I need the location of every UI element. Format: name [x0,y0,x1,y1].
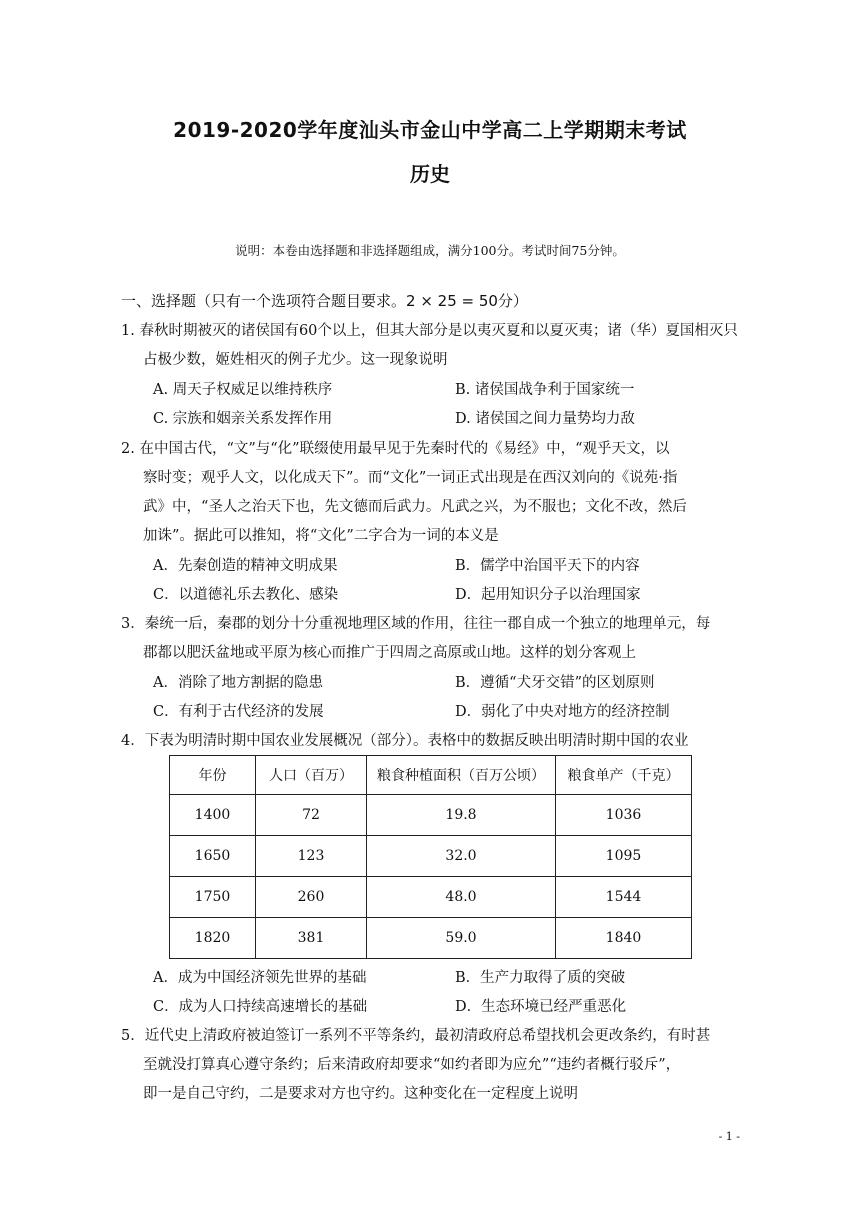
question-3-option-c: C．有利于古代经济的发展 [153,704,324,720]
table-cell: 48.0 [367,877,556,918]
table-cell: 32.0 [367,836,556,877]
table-row [170,877,692,918]
table-header-row [170,756,692,795]
table-cell: 1820 [170,918,256,959]
table-cell: 1036 [556,795,692,836]
question-1-option-b: B. 诸侯国战争利于国家统一 [455,382,635,398]
question-3-option-b: B．遵循“犬牙交错”的区划原则 [455,675,655,691]
table-cell: 1400 [170,795,256,836]
question-3-option-d: D．弱化了中央对地方的经济控制 [455,704,670,720]
table-row [170,918,692,959]
agriculture-data-table [169,755,692,959]
table-cell: 1750 [170,877,256,918]
table-cell: 260 [256,877,367,918]
table-cell: 59.0 [367,918,556,959]
question-1-option-a: A. 周天子权威足以维持秩序 [153,382,333,398]
question-3-line-1: 3．秦统一后，秦郡的划分十分重视地理区域的作用，往往一郡自成一个独立的地理单元，每 [121,616,711,632]
exam-title: 2019-2020学年度汕头市金山中学高二上学期期末考试 [173,118,687,142]
question-4-option-d: D．生态环境已经严重恶化 [455,999,627,1015]
question-3-option-a: A．消除了地方割据的隐患 [153,675,323,691]
page-number: - 1 - [718,1130,740,1143]
question-2-option-d: D．起用知识分子以治理国家 [455,587,641,603]
table-cell: 19.8 [367,795,556,836]
question-4-line-1: 4．下表为明清时期中国农业发展概况（部分）。表格中的数据反映出明清时期中国的农业 [121,733,689,749]
question-2-option-b: B．儒学中治国平天下的内容 [455,558,640,574]
question-5-line-2: 至就没打算真心遵守条约；后来清政府却要求“如约者即为应允”“违约者概行驳斥”， [143,1057,681,1073]
table-header-yield: 粮食单产（千克） [556,756,692,795]
question-2-line-4: 加诛”。据此可以推知，将“文化”二字合为一词的本义是 [143,528,499,544]
section-heading-choice: 一、选择题（只有一个选项符合题目要求。2 × 25 = 50分） [121,292,528,310]
question-1-line-1: 1. 春秋时期被灭的诸侯国有60个以上，但其大部分是以夷灭夏和以夏灭夷；诸（华）夏国相灭只 [121,323,738,339]
exam-subject: 历史 [410,162,450,186]
table-cell: 1095 [556,836,692,877]
table-cell: 1650 [170,836,256,877]
question-1-line-2: 占极少数，姬姓相灭的例子尤少。这一现象说明 [143,352,448,368]
question-4-option-c: C．成为人口持续高速增长的基础 [153,999,368,1015]
table-cell: 72 [256,795,367,836]
question-4-option-b: B．生产力取得了质的突破 [455,970,626,986]
exam-note: 说明：本卷由选择题和非选择题组成，满分100分。考试时间75分钟。 [235,243,625,258]
question-1-option-d: D. 诸侯国之间力量势均力敌 [455,411,635,427]
table-cell: 123 [256,836,367,877]
question-2-line-2: 察时变；观乎人文，以化成天下”。而“文化”一词正式出现是在西汉刘向的《说苑·指 [143,470,678,486]
table-header-population: 人口（百万） [256,756,367,795]
question-5-line-1: 5．近代史上清政府被迫签订一系列不平等条约，最初清政府总希望找机会更改条约，有时甚 [121,1028,711,1044]
table-cell: 1544 [556,877,692,918]
table-row [170,836,692,877]
question-2-option-a: A．先秦创造的精神文明成果 [153,558,338,574]
table-header-year: 年份 [170,756,256,795]
question-3-line-2: 郡都以肥沃盆地或平原为核心而推广于四周之高原或山地。这样的划分客观上 [143,645,636,661]
table-cell: 1840 [556,918,692,959]
table-header-area: 粮食种植面积（百万公顷） [367,756,556,795]
question-4-option-a: A．成为中国经济领先世界的基础 [153,970,367,986]
table-cell: 381 [256,918,367,959]
question-5-line-3: 即一是自己守约，二是要求对方也守约。这种变化在一定程度上说明 [143,1086,578,1102]
question-2-option-c: C．以道德礼乐去教化、感染 [153,587,339,603]
question-2-line-3: 武》中，“圣人之治天下也，先文德而后武力。凡武之兴，为不服也；文化不改，然后 [143,499,687,515]
question-2-line-1: 2. 在中国古代，“文”与“化”联缀使用最早见于先秦时代的《易经》中，“观乎天文，以 [121,441,670,457]
question-1-option-c: C. 宗族和姻亲关系发挥作用 [153,411,333,427]
table-row [170,795,692,836]
